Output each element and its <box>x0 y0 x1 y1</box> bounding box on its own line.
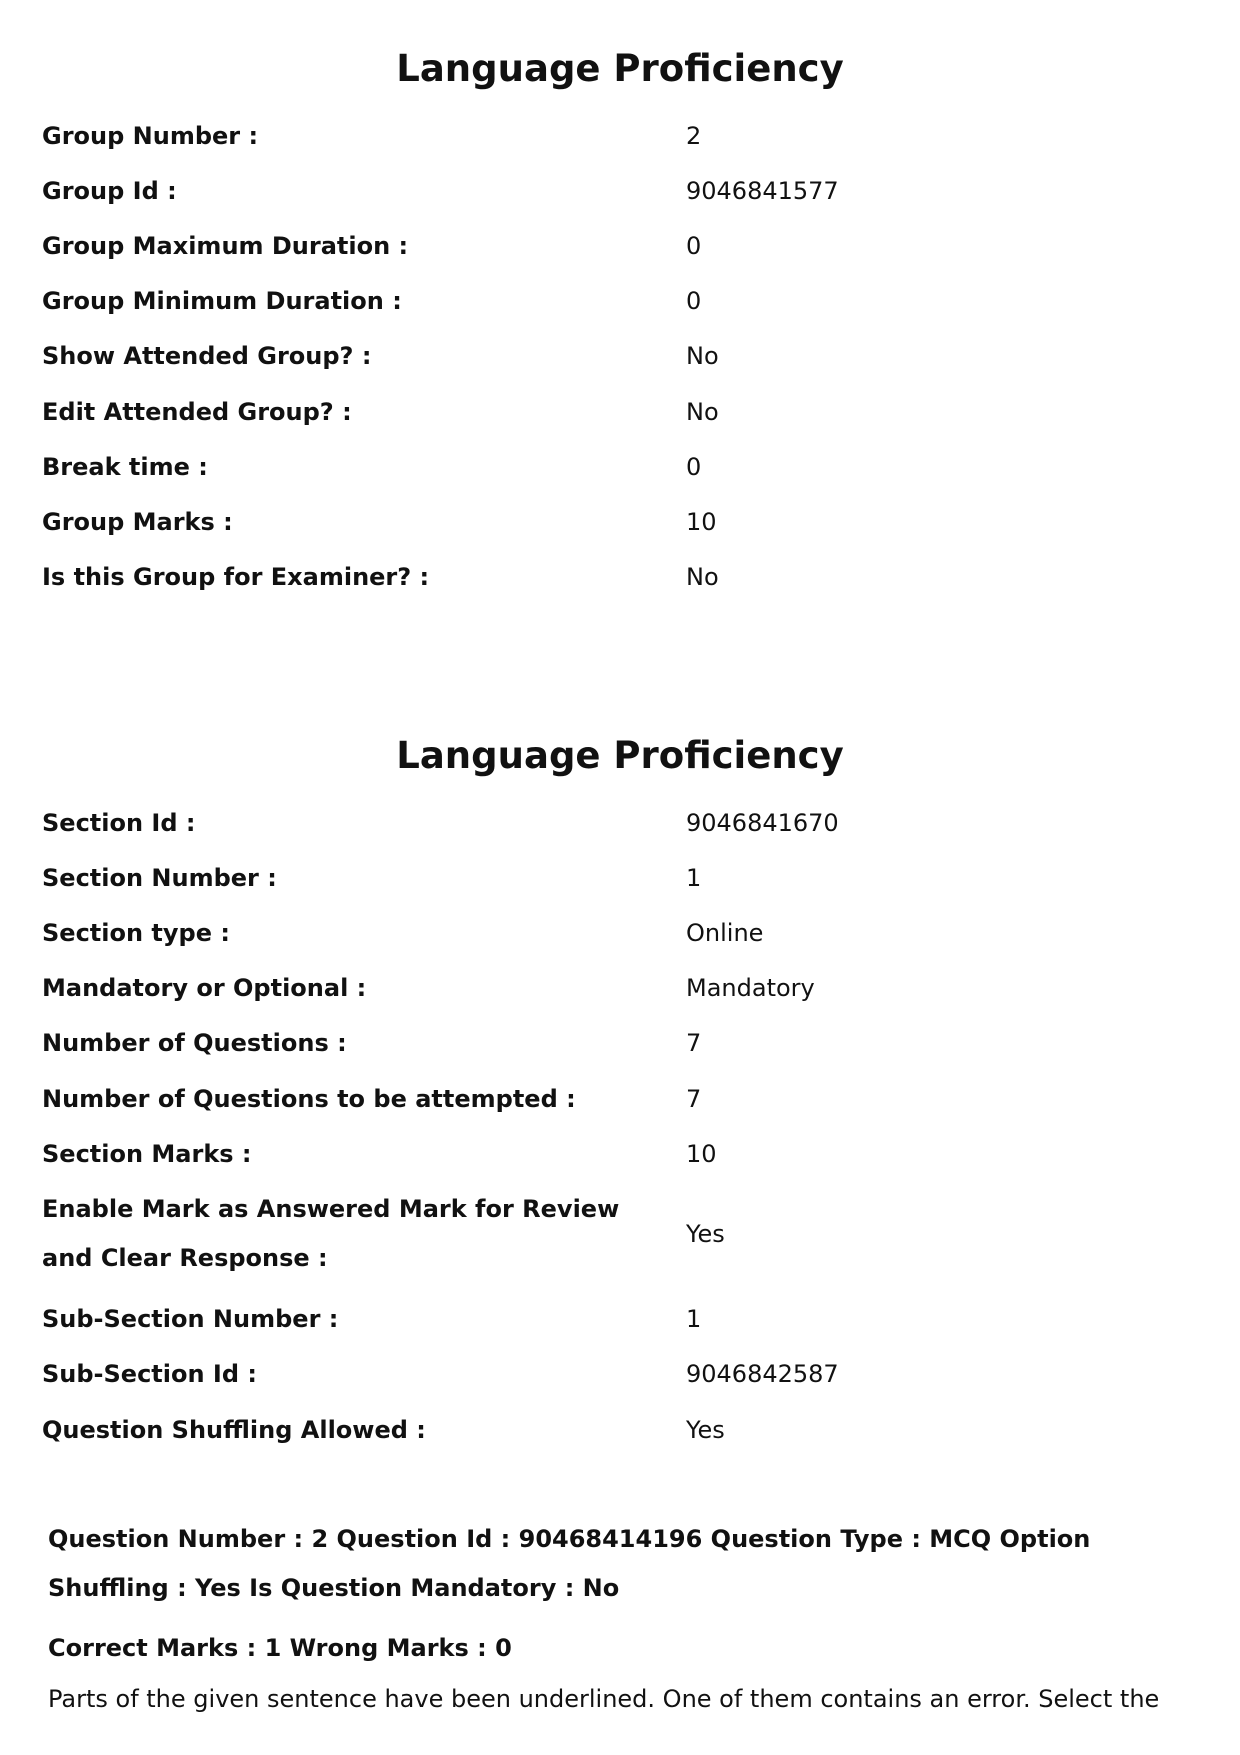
group-min-duration-label: Group Minimum Duration : <box>42 287 402 315</box>
edit-attended-group-value: No <box>686 398 719 426</box>
section-marks-label: Section Marks : <box>42 1140 252 1168</box>
question-marks: Correct Marks : 1 Wrong Marks : 0 <box>48 1634 512 1662</box>
group-title: Language Proficiency <box>396 47 844 90</box>
group-max-duration-value: 0 <box>686 232 702 260</box>
questions-to-attempt-label: Number of Questions to be attempted : <box>42 1085 576 1113</box>
mandatory-optional-label: Mandatory or Optional : <box>42 974 367 1002</box>
group-marks-value: 10 <box>686 508 717 536</box>
question-shuffling-label: Question Shuffling Allowed : <box>42 1416 426 1444</box>
number-of-questions-label: Number of Questions : <box>42 1029 347 1057</box>
group-id-label: Group Id : <box>42 177 177 205</box>
show-attended-group-value: No <box>686 342 719 370</box>
show-attended-group-label: Show Attended Group? : <box>42 342 372 370</box>
mandatory-optional-value: Mandatory <box>686 974 815 1002</box>
section-title: Language Proficiency <box>396 734 844 777</box>
number-of-questions-value: 7 <box>686 1029 702 1057</box>
group-max-duration-label: Group Maximum Duration : <box>42 232 409 260</box>
section-id-value: 9046841670 <box>686 809 839 837</box>
question-shuffling-value: Yes <box>686 1416 725 1444</box>
group-number-value: 2 <box>686 122 702 150</box>
sub-section-id-value: 9046842587 <box>686 1360 839 1388</box>
questions-to-attempt-value: 7 <box>686 1085 702 1113</box>
sub-section-number-value: 1 <box>686 1305 702 1333</box>
sub-section-id-label: Sub-Section Id : <box>42 1360 257 1388</box>
section-number-label: Section Number : <box>42 864 277 892</box>
break-time-value: 0 <box>686 453 702 481</box>
break-time-label: Break time : <box>42 453 208 481</box>
question-header: Question Number : 2 Question Id : 90468414196 Question Type : MCQ Option Shuffling : Yes Is Question Mandatory : No <box>48 1525 1091 1602</box>
sub-section-number-label: Sub-Section Number : <box>42 1305 339 1333</box>
enable-mark-label: Enable Mark as Answered Mark for Review and Clear Response : <box>42 1195 620 1272</box>
section-type-value: Online <box>686 919 764 947</box>
group-for-examiner-value: No <box>686 563 719 591</box>
section-marks-value: 10 <box>686 1140 717 1168</box>
enable-mark-value: Yes <box>686 1220 725 1248</box>
group-number-label: Group Number : <box>42 122 259 150</box>
section-number-value: 1 <box>686 864 702 892</box>
group-id-value: 9046841577 <box>686 177 839 205</box>
question-text: Parts of the given sentence have been underlined. One of them contains an error. Select the <box>48 1685 1160 1713</box>
group-for-examiner-label: Is this Group for Examiner? : <box>42 563 430 591</box>
edit-attended-group-label: Edit Attended Group? : <box>42 398 352 426</box>
group-min-duration-value: 0 <box>686 287 702 315</box>
section-type-label: Section type : <box>42 919 230 947</box>
group-marks-label: Group Marks : <box>42 508 233 536</box>
section-id-label: Section Id : <box>42 809 196 837</box>
